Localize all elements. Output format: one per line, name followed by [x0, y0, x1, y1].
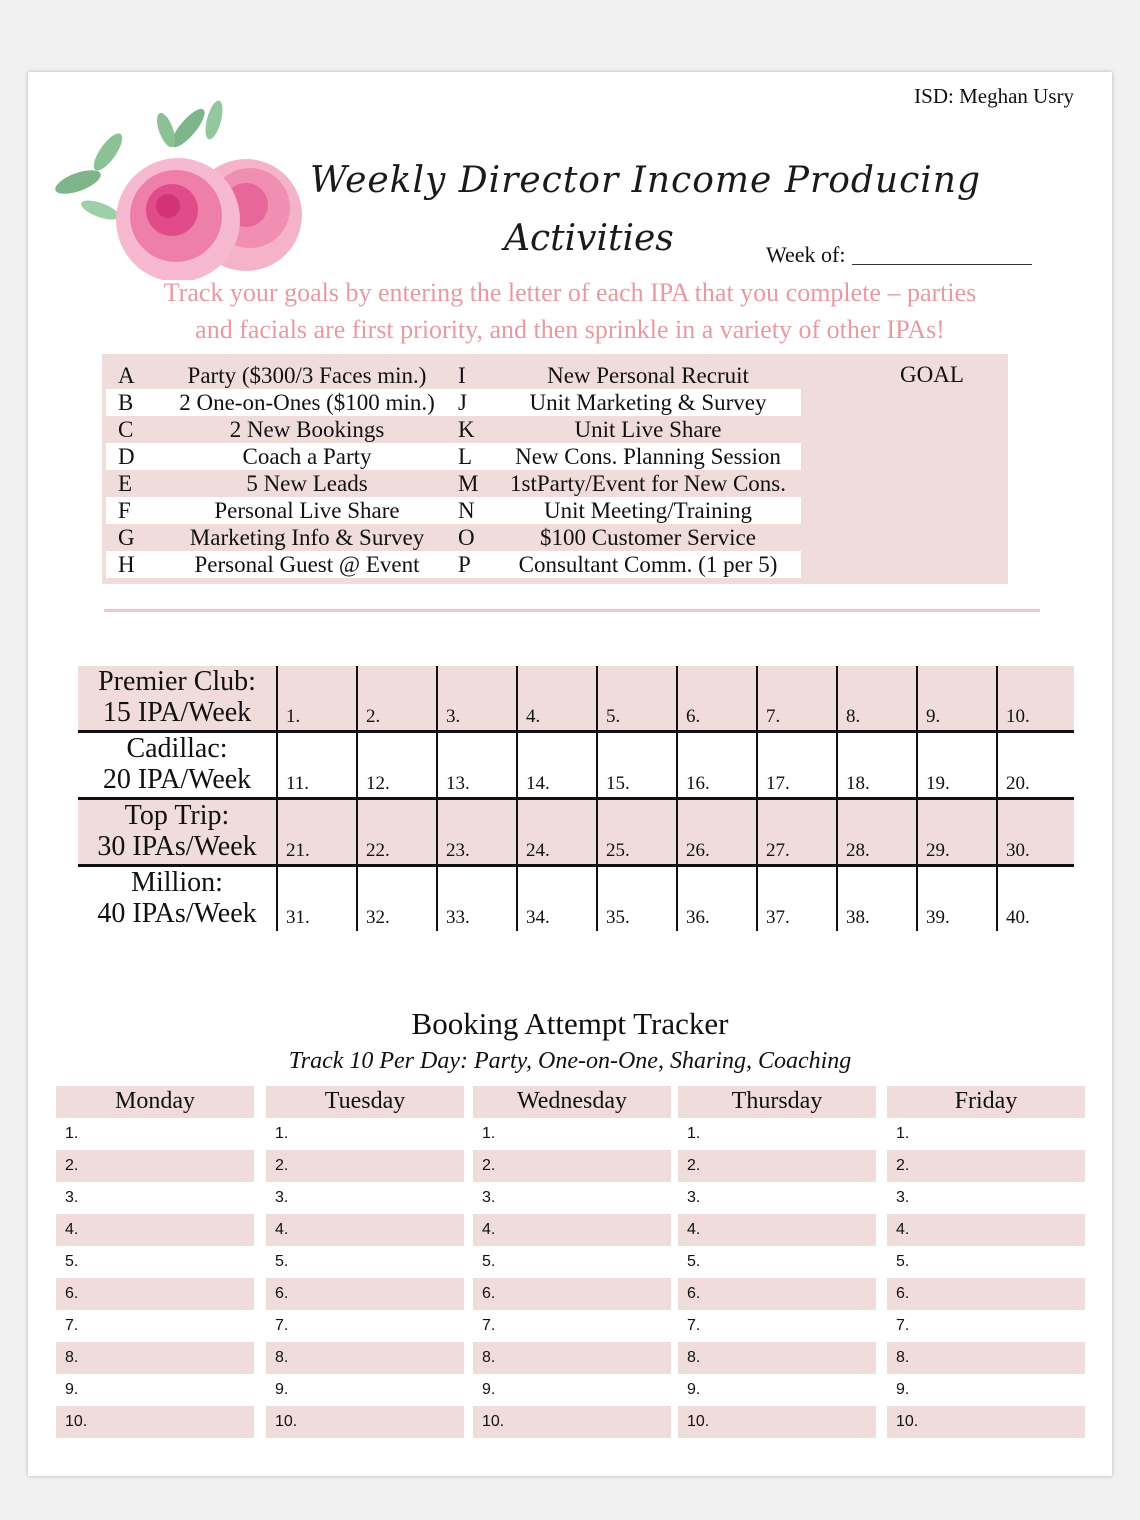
cell-number: 25. [606, 840, 630, 861]
ipa-cell[interactable] [756, 666, 836, 730]
cell-number: 28. [846, 840, 870, 861]
level-title: Million: [131, 867, 223, 898]
ipa-row [106, 470, 801, 497]
cell-number: 20. [1006, 773, 1030, 794]
cell-number: 5. [606, 706, 621, 727]
ipa-letter: D [118, 444, 135, 469]
booking-line[interactable]: 1. [687, 1125, 701, 1142]
ipa-cell[interactable] [916, 666, 996, 730]
ipa-cell[interactable] [996, 800, 1076, 864]
ipa-activity: Unit Marketing & Survey [529, 390, 767, 415]
peony-flowers-illustration [38, 90, 318, 280]
booking-line[interactable]: 3. [896, 1189, 910, 1206]
booking-line[interactable]: 2. [56, 1150, 254, 1182]
cell-number: 8. [846, 706, 861, 727]
booking-line[interactable]: 5. [65, 1253, 79, 1270]
booking-line[interactable]: 4. [473, 1214, 671, 1246]
ipa-cell[interactable] [836, 666, 916, 730]
ipa-cell[interactable] [436, 666, 516, 730]
section-divider [104, 609, 1040, 612]
tracker-subtitle: Track 10 Per Day: Party, One-on-One, Sharing, Coaching [288, 1048, 852, 1074]
level-row-premier-club [78, 666, 1074, 733]
ipa-activity: Personal Live Share [214, 498, 400, 523]
booking-line[interactable]: 6. [887, 1278, 1085, 1310]
cell-number: 37. [766, 907, 790, 928]
ipa-cell[interactable] [916, 733, 996, 797]
booking-line[interactable]: 9. [482, 1381, 496, 1398]
cell-number: 13. [446, 773, 470, 794]
level-row-cadillac [78, 733, 1074, 800]
booking-line[interactable]: 8. [678, 1342, 876, 1374]
instructions-line2: and facials are first priority, and then sprinkle in a variety of other IPAs! [195, 315, 945, 344]
level-goal: 20 IPA/Week [102, 764, 252, 795]
cell-number: 4. [526, 706, 541, 727]
ipa-cell[interactable] [676, 800, 756, 864]
cell-number: 18. [846, 773, 870, 794]
ipa-cell[interactable] [436, 800, 516, 864]
page-title-line2: Activities [504, 218, 674, 259]
ipa-activity: Party ($300/3 Faces min.) [187, 363, 427, 388]
ipa-letter: E [118, 471, 133, 496]
booking-line[interactable]: 10. [473, 1406, 671, 1438]
booking-line[interactable]: 7. [275, 1317, 289, 1334]
ipa-activity: 2 One-on-Ones ($100 min.) [179, 390, 435, 415]
ipa-cell[interactable] [436, 733, 516, 797]
ipa-row [106, 362, 801, 389]
ipa-cell[interactable] [996, 867, 1076, 931]
cell-number: 6. [686, 706, 701, 727]
ipa-activity: $100 Customer Service [540, 525, 756, 550]
booking-line[interactable]: 5. [896, 1253, 910, 1270]
ipa-letter: F [118, 498, 131, 523]
cell-number: 36. [686, 907, 710, 928]
ipa-cell[interactable] [356, 666, 436, 730]
ipa-row [106, 551, 801, 578]
day-column-monday [56, 1086, 254, 1438]
ipa-cell[interactable] [356, 867, 436, 931]
day-header: Friday [887, 1086, 1085, 1118]
ipa-activity: Consultant Comm. (1 per 5) [518, 552, 778, 577]
booking-line[interactable]: 5. [275, 1253, 289, 1270]
booking-line[interactable]: 1. [896, 1125, 910, 1142]
cell-number: 32. [366, 907, 390, 928]
cell-number: 33. [446, 907, 470, 928]
day-column-tuesday [266, 1086, 464, 1438]
booking-line[interactable]: 3. [482, 1189, 496, 1206]
ipa-activity: 2 New Bookings [229, 417, 385, 442]
booking-line[interactable]: 4. [56, 1214, 254, 1246]
level-title: Premier Club: [98, 666, 256, 697]
level-goal: 40 IPAs/Week [97, 898, 257, 929]
day-column-thursday [678, 1086, 876, 1438]
cell-number: 15. [606, 773, 630, 794]
ipa-activity: New Cons. Planning Session [515, 444, 781, 469]
booking-line[interactable]: 8. [473, 1342, 671, 1374]
booking-line[interactable]: 10. [887, 1406, 1085, 1438]
ipa-cell[interactable] [516, 733, 596, 797]
booking-line[interactable]: 3. [65, 1189, 79, 1206]
ipa-cell[interactable] [676, 867, 756, 931]
booking-line[interactable]: 5. [687, 1253, 701, 1270]
booking-line[interactable]: 9. [275, 1381, 289, 1398]
ipa-cell[interactable] [596, 867, 676, 931]
booking-line[interactable]: 7. [687, 1317, 701, 1334]
booking-line[interactable]: 9. [65, 1381, 79, 1398]
tracker-title: Booking Attempt Tracker [411, 1006, 729, 1041]
cell-number: 39. [926, 907, 950, 928]
ipa-cell[interactable] [596, 666, 676, 730]
booking-line[interactable]: 10. [56, 1406, 254, 1438]
ipa-cell[interactable] [516, 666, 596, 730]
cell-number: 9. [926, 706, 941, 727]
ipa-row [106, 524, 801, 551]
ipa-activity: 5 New Leads [246, 471, 368, 496]
ipa-cell[interactable] [916, 867, 996, 931]
cell-number: 26. [686, 840, 710, 861]
instructions [68, 274, 1072, 348]
booking-line[interactable]: 4. [266, 1214, 464, 1246]
level-row-top-trip [78, 800, 1074, 867]
ipa-cell[interactable] [276, 666, 356, 730]
cell-number: 21. [286, 840, 310, 861]
booking-line[interactable]: 1. [482, 1125, 496, 1142]
ipa-cell[interactable] [996, 666, 1076, 730]
booking-line[interactable]: 1. [275, 1125, 289, 1142]
ipa-letter: N [458, 498, 475, 523]
instructions-line1: Track your goals by entering the letter of each IPA that you complete – parties [163, 278, 977, 307]
ipa-cell[interactable] [836, 867, 916, 931]
day-header: Wednesday [473, 1086, 671, 1118]
cell-number: 35. [606, 907, 630, 928]
ipa-letter: A [118, 363, 135, 388]
level-name [78, 733, 276, 797]
ipa-cell[interactable] [836, 800, 916, 864]
booking-line[interactable]: 2. [266, 1150, 464, 1182]
ipa-cell[interactable] [596, 800, 676, 864]
booking-line[interactable]: 7. [482, 1317, 496, 1334]
booking-line[interactable]: 4. [887, 1214, 1085, 1246]
ipa-activity: Unit Meeting/Training [543, 498, 753, 523]
booking-line[interactable]: 8. [56, 1342, 254, 1374]
ipa-letter: I [458, 363, 466, 388]
cell-number: 3. [446, 706, 461, 727]
day-column-friday [887, 1086, 1085, 1438]
booking-line[interactable]: 8. [887, 1342, 1085, 1374]
ipa-levels-grid [78, 666, 1074, 931]
ipa-row [106, 416, 801, 443]
cell-number: 29. [926, 840, 950, 861]
level-name [78, 867, 276, 931]
cell-number: 14. [526, 773, 550, 794]
day-header: Tuesday [266, 1086, 464, 1118]
ipa-activity: Coach a Party [242, 444, 372, 469]
cell-number: 22. [366, 840, 390, 861]
booking-line[interactable]: 9. [687, 1381, 701, 1398]
booking-line[interactable]: 2. [678, 1150, 876, 1182]
ipa-cell[interactable] [756, 800, 836, 864]
level-name [78, 800, 276, 864]
cell-number: 40. [1006, 907, 1030, 928]
cell-number: 30. [1006, 840, 1030, 861]
booking-line[interactable]: 1. [65, 1125, 79, 1142]
ipa-activity: Personal Guest @ Event [194, 552, 420, 577]
ipa-cell[interactable] [276, 867, 356, 931]
cell-number: 27. [766, 840, 790, 861]
booking-line[interactable]: 7. [896, 1317, 910, 1334]
booking-line[interactable]: 2. [887, 1150, 1085, 1182]
booking-line[interactable]: 5. [482, 1253, 496, 1270]
level-title: Top Trip: [124, 800, 230, 831]
ipa-cell[interactable] [676, 666, 756, 730]
ipa-legend-table [102, 354, 1008, 584]
ipa-cell[interactable] [516, 800, 596, 864]
worksheet-page [28, 72, 1112, 1476]
cell-number: 19. [926, 773, 950, 794]
ipa-letter: B [118, 390, 134, 415]
booking-line[interactable]: 6. [473, 1278, 671, 1310]
booking-line[interactable]: 8. [266, 1342, 464, 1374]
ipa-cell[interactable] [756, 867, 836, 931]
booking-line[interactable]: 2. [473, 1150, 671, 1182]
booking-line[interactable]: 9. [896, 1381, 910, 1398]
cell-number: 10. [1006, 706, 1030, 727]
ipa-letter: C [118, 417, 134, 442]
ipa-row [106, 389, 801, 416]
ipa-letter: J [458, 390, 467, 415]
level-name [78, 666, 276, 730]
level-row-million [78, 867, 1074, 931]
ipa-cell[interactable] [916, 800, 996, 864]
booking-line[interactable]: 3. [687, 1189, 701, 1206]
ipa-letter: L [458, 444, 473, 469]
ipa-activity: 1stParty/Event for New Cons. [510, 471, 786, 496]
ipa-cell[interactable] [596, 733, 676, 797]
cell-number: 38. [846, 907, 870, 928]
cell-number: 7. [766, 706, 781, 727]
booking-line[interactable]: 7. [65, 1317, 79, 1334]
cell-number: 31. [286, 907, 310, 928]
cell-number: 23. [446, 840, 470, 861]
booking-line[interactable]: 10. [266, 1406, 464, 1438]
level-goal: 15 IPA/Week [102, 697, 252, 728]
cell-number: 12. [366, 773, 390, 794]
level-title: Cadillac: [126, 733, 228, 764]
day-header: Thursday [678, 1086, 876, 1118]
week-of-field[interactable] [852, 264, 1032, 265]
ipa-cell[interactable] [356, 800, 436, 864]
isd-label: ISD: Meghan Usry [914, 84, 1074, 108]
day-header: Monday [56, 1086, 254, 1118]
ipa-cell[interactable] [756, 733, 836, 797]
ipa-activity: Marketing Info & Survey [189, 525, 425, 550]
booking-line[interactable]: 3. [275, 1189, 289, 1206]
booking-line[interactable]: 6. [266, 1278, 464, 1310]
ipa-letter: P [458, 552, 471, 577]
ipa-cell[interactable] [436, 867, 516, 931]
goal-label: GOAL [900, 362, 964, 387]
booking-line[interactable]: 6. [56, 1278, 254, 1310]
cell-number: 16. [686, 773, 710, 794]
ipa-cell[interactable] [356, 733, 436, 797]
ipa-letter: K [458, 417, 475, 442]
page-title-line1: Weekly Director Income Producing [310, 160, 981, 201]
booking-line[interactable]: 6. [678, 1278, 876, 1310]
day-column-wednesday [473, 1086, 671, 1438]
ipa-cell[interactable] [676, 733, 756, 797]
cell-number: 2. [366, 706, 381, 727]
level-goal: 30 IPAs/Week [97, 831, 257, 862]
cell-number: 24. [526, 840, 550, 861]
ipa-activity: Unit Live Share [574, 417, 722, 442]
cell-number: 1. [286, 706, 301, 727]
ipa-cell[interactable] [996, 733, 1076, 797]
ipa-cell[interactable] [276, 800, 356, 864]
ipa-cell[interactable] [516, 867, 596, 931]
booking-line[interactable]: 4. [678, 1214, 876, 1246]
ipa-activity: New Personal Recruit [547, 363, 749, 388]
ipa-letter: H [118, 552, 135, 577]
ipa-letter: O [458, 525, 475, 550]
ipa-letter: G [118, 525, 135, 550]
cell-number: 11. [286, 773, 310, 794]
cell-number: 34. [526, 907, 550, 928]
cell-number: 17. [766, 773, 790, 794]
booking-line[interactable]: 10. [678, 1406, 876, 1438]
ipa-cell[interactable] [276, 733, 356, 797]
ipa-letter: M [458, 471, 479, 496]
ipa-cell[interactable] [836, 733, 916, 797]
ipa-row [106, 443, 801, 470]
week-of-label: Week of: [766, 242, 846, 267]
ipa-row [106, 497, 801, 524]
